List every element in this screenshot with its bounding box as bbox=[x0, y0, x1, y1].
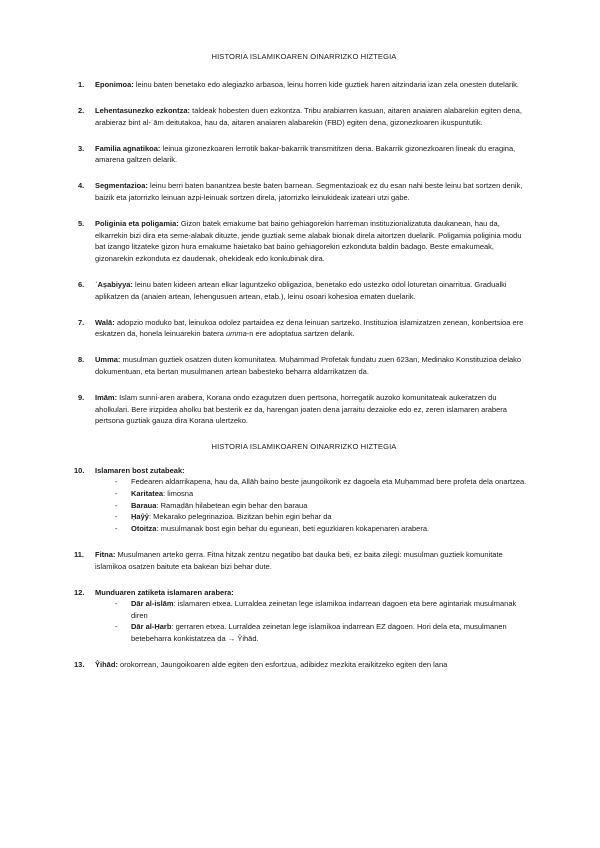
list-item: - Karitatea: limosna bbox=[115, 488, 530, 500]
entry-number: 9. bbox=[78, 393, 85, 403]
entry-term: Islamaren bost zutabeak: bbox=[95, 465, 185, 475]
entry-number: 2. bbox=[78, 106, 85, 116]
list-item: - Dār al-Ḥarb: gerraren etxea. Lurraldea zeinetan lege islamikoa indarrean EZ dagoen. Hori dela eta, musulmanen betebeharra konkistatzea da → Ŷihād. bbox=[115, 621, 530, 644]
entry-term: Ŷihād: bbox=[95, 660, 118, 670]
glossary-entry-5 bbox=[78, 218, 530, 264]
glossary-entry-12 bbox=[74, 587, 530, 645]
entry-number: 3. bbox=[78, 143, 85, 153]
entry-term: Fitna: bbox=[95, 549, 116, 559]
entry-term: Munduaren zatiketa islamaren arabera: bbox=[95, 587, 234, 597]
entry-text: taldeak hobesten duen ezkontza. Tribu arabiarren kasuan, aitaren anaiaren alabarekin egiten dena, arabieraz bint al-ʿām deitutakoa, hau da, aitaren anaiaren alabarekin (FBD) egiten dena, gizonezkoaren ikuspuntutik. bbox=[95, 106, 522, 127]
entry-term: Segmentazioa: bbox=[95, 181, 148, 191]
entry-text: adopzio moduko bat, leinukoa odolez partaidea ez dena leinuan sartzeko. Instituzioa islamizatzen zenean, konbertsioa ere eskatzen da, honela leinuarekin batera bbox=[95, 317, 524, 339]
glossary-entry-8 bbox=[78, 354, 530, 377]
document-title: HISTORIA ISLAMIKOAREN OINARRIZKO HIZTEGIA bbox=[211, 52, 397, 61]
glossary-entry-13 bbox=[74, 659, 530, 671]
entry-text: Gizon batek emakume bat baino gehiagorekin harreman instituzionalizatuta daukanean, hau da, elkarrekin bizi dira eta seme-alabak dituzte, jende guztiak seme alabak bionak direla aitortzen duelarik. Poligamia poliginia modu bat izango litzateke gizon hura emakume haietako bat baino gehiagorekin ezkonduta baldin badago. Beste emakumeak, gizonarekin ezkonduta ez daudenak, ohekideak edo konkubinak dira. bbox=[95, 219, 522, 263]
entry-number: 7. bbox=[78, 317, 85, 327]
entry-text: leinua gizonezkoaren lerrotik bakar-bakarrik transmititzen dena. Bakarrik gizonezkoaren lineak du eragina, amarena galtzen delarik. bbox=[95, 143, 516, 165]
entry-text: Islam sunni-aren arabera, Korana ondo ezagutzen duen pertsona, horregatik auzoko komunitateak aukeratzen du aholkulari. Bere irizpidea aholku bat besterik ez da, harengan joaten dena jarraitu dezaioke edo ez, zeren islamaren arabera pertsona guztiak gauza dira Korana ulertzeko. bbox=[95, 393, 507, 426]
entry-term: Familia agnatikoa: bbox=[95, 143, 161, 153]
list-item: - Ḥaŷŷ: Mekarako pelegrinazioa. Bizitzan behin egin behar da bbox=[115, 511, 530, 523]
glossary-entry-7 bbox=[78, 317, 530, 340]
entry-term: Walā: bbox=[95, 317, 115, 327]
glossary-entry-4 bbox=[78, 180, 530, 203]
entry-text: orokorrean, Jaungoikoaren alde egiten den esfortzua, adibidez mezkita eraikitzeko egiten den lana bbox=[117, 660, 448, 670]
entry-number: 13. bbox=[74, 660, 85, 670]
entry-term: ʿAṣabiyya: bbox=[95, 280, 133, 290]
pillars-list bbox=[95, 476, 530, 534]
list-item: - Baraua: Ramaḍān hilabetean egin behar den baraua bbox=[115, 500, 530, 512]
entry-text: leinu baten kideen artean elkar laguntzeko obligazioa, benetako edo ustezko odol loturetan oinarritua. Gradualki aplikatzen da (anaien artean, lehengusuen artean, etab.), leinu osoari kohesioa ematen duelarik. bbox=[95, 280, 507, 301]
entry-number: 11. bbox=[74, 549, 85, 559]
entry-number: 10. bbox=[74, 465, 85, 475]
entry-number: 5. bbox=[78, 219, 85, 229]
glossary-entry-10 bbox=[74, 465, 530, 535]
list-item: - Otoitza: musulmanak bost egin behar du egunean, beti eguzkiaren kokapenaren arabera. bbox=[115, 523, 530, 535]
glossary-entry-9 bbox=[78, 392, 530, 427]
entry-term: Imām: bbox=[95, 393, 118, 403]
entry-number: 8. bbox=[78, 355, 85, 365]
entry-text: musulman guztiek osatzen duten komunitatea. Muḥammad Profetak fundatu zuen 623an, Medinako Konstituzioa delako dokumentuan, eta bertan musulmanen artean babesteko beharra aldarrikatzen da. bbox=[95, 355, 522, 376]
entry-number: 6. bbox=[78, 280, 85, 290]
entry-term: Eponimoa: bbox=[95, 80, 134, 89]
glossary-entry-11 bbox=[74, 549, 530, 572]
entry-term: Lehentasunezko ezkontza: bbox=[95, 106, 191, 116]
list-item: - Fedearen aldarrikapena, hau da, Allāh baino beste jaungoikorik ez dagoela eta Muḥammad bere profeta dela onartzea. bbox=[115, 476, 530, 488]
entry-term: Umma: bbox=[95, 355, 121, 365]
glossary-entry-6 bbox=[78, 279, 530, 302]
entry-text: Musulmanen arteko gerra. Fitna hitzak zentzu negatibo bat dauka beti, ez baita zilegi: musulman guztiek komunitate islamikoa osatzen baitute eta bakean bizi behar dute. bbox=[95, 549, 503, 571]
entry-number: 12. bbox=[74, 587, 85, 597]
glossary-entry-1 bbox=[78, 79, 530, 91]
entry-emphasis: umma bbox=[225, 329, 247, 339]
entry-text: leinu berri baten banantzea beste baten barnean. Segmentazioak ez du esan nahi beste leinu bat sortzen denik, baizik eta jatorrizko leinuan azpi-leinuak sortzen direla, jatorrizko leinukideak izateari utzi gabe. bbox=[95, 181, 523, 203]
glossary-entry-3 bbox=[78, 143, 530, 166]
entry-text: leinu baten benetako edo alegiazko arbasoa, leinu horren kide guztiek haren aitzindaria izan zela onesten dutelarik. bbox=[133, 80, 520, 89]
world-division-list bbox=[95, 598, 530, 644]
entry-number: 4. bbox=[78, 181, 85, 191]
entry-number: 1. bbox=[78, 80, 85, 89]
document-title-repeat: HISTORIA ISLAMIKOAREN OINARRIZKO HIZTEGIA bbox=[211, 441, 397, 451]
list-item: - Dār al-islām: islamaren etxea. Lurraldea zeinetan lege islamikoa indarrean dagoen eta bere agintariak musulmanak diren bbox=[115, 598, 530, 621]
glossary-entry-2 bbox=[78, 105, 530, 128]
entry-term: Poliginia eta poligamia: bbox=[95, 219, 179, 229]
entry-text-continued: -n ere adoptatua sartzen delarik. bbox=[246, 329, 355, 339]
